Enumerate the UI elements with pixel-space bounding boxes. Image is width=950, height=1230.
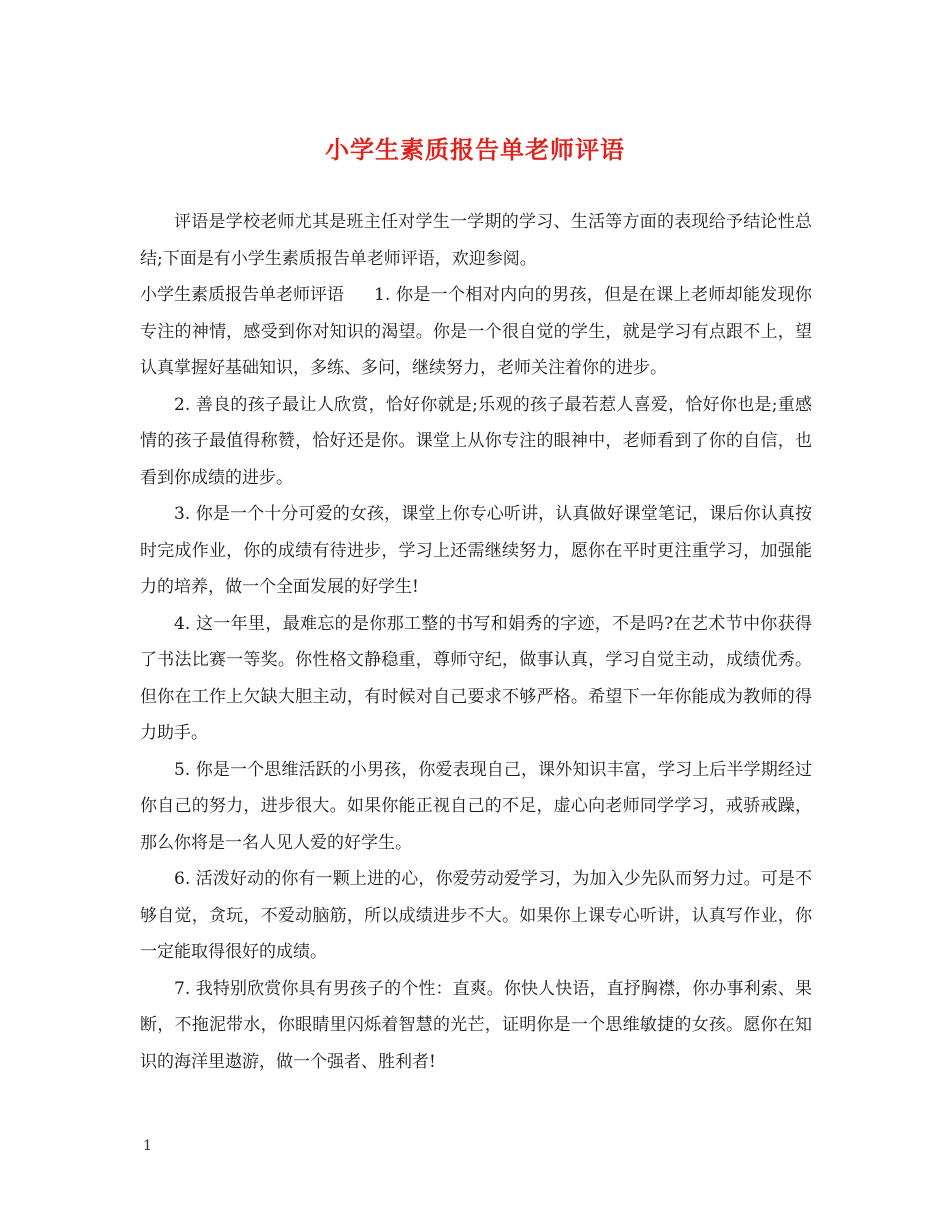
- intro-paragraph: 评语是学校老师尤其是班主任对学生一学期的学习、生活等方面的表现给予结论性总结;下面是有小学生素质报告单老师评语，欢迎参阅。: [140, 212, 812, 269]
- page-number: 1: [143, 1138, 152, 1154]
- comment-paragraph-5: 5. 你是一个思维活跃的小男孩，你爱表现自己，课外知识丰富，学习上后半学期经过你自己的努力，进步很大。如果你能正视自己的不足，虚心向老师同学学习，戒骄戒躁，那么你将是一名人见人爱的好学生。: [140, 759, 812, 853]
- comment-paragraph-2: 2. 善良的孩子最让人欣赏，恰好你就是;乐观的孩子最若惹人喜爱，恰好你也是;重感情的孩子最值得称赞，恰好还是你。课堂上从你专注的眼神中，老师看到了你的自信，也看到你成绩的进步。: [140, 394, 812, 488]
- lead-label: 小学生素质报告单老师评语: [140, 285, 344, 305]
- comment-paragraph-3: 3. 你是一个十分可爱的女孩，课堂上你专心听讲，认真做好课堂笔记，课后你认真按时完成作业，你的成绩有待进步，学习上还需继续努力，愿你在平时更注重学习，加强能力的培养，做一个全面发展的好学生!: [140, 504, 812, 597]
- document-body: [140, 204, 812, 1080]
- page-title: 小学生素质报告单老师评语: [325, 135, 625, 164]
- comment-paragraph-6: 6. 活泼好动的你有一颗上进的心，你爱劳动爱学习，为加入少先队而努力过。可是不够自觉，贪玩，不爱动脑筋，所以成绩进步不大。如果你上课专心听讲，认真写作业，你一定能取得很好的成绩。: [140, 869, 812, 962]
- comment-paragraph-4: 4. 这一年里，最难忘的是你那工整的书写和娟秀的字迹，不是吗?在艺术节中你获得了书法比赛一等奖。你性格文静稳重，尊师守纪，做事认真，学习自觉主动，成绩优秀。但你在工作上欠缺大胆主动，有时候对自己要求不够严格。希望下一年你能成为教师的得力助手。: [140, 613, 812, 743]
- comment-text-1: 1. 你是一个相对内向的男孩，但是在课上老师却能发现你专注的神情，感受到你对知识的渴望。你是一个很自觉的学生，就是学习有点跟不上，望认真掌握好基础知识，多练、多问，继续努力，老师关注着你的进步。: [140, 285, 812, 378]
- comment-paragraph-7: 7. 我特别欣赏你具有男孩子的个性：直爽。你快人快语，直抒胸襟，你办事利索、果断，不拖泥带水，你眼睛里闪烁着智慧的光芒，证明你是一个思维敏捷的女孩。愿你在知识的海洋里遨游，做一个强者、胜利者!: [140, 978, 812, 1072]
- comment-paragraph-1: [140, 277, 812, 387]
